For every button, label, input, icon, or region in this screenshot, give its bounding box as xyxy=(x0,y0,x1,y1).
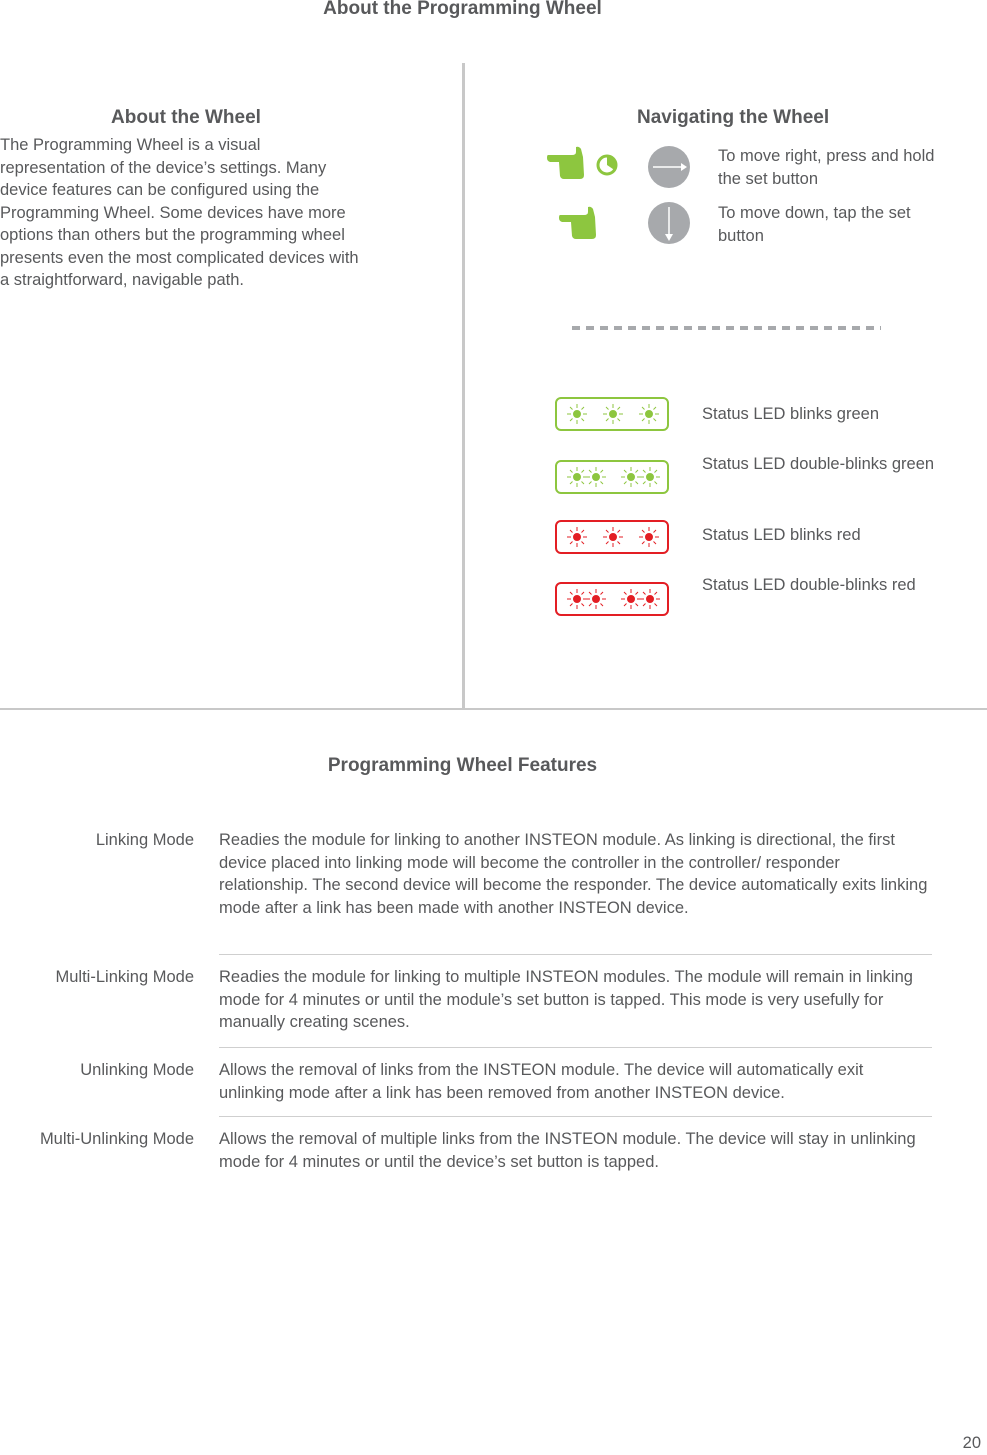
feature-label: Multi-Unlinking Mode xyxy=(39,1130,194,1148)
arrow-right-icon xyxy=(647,145,691,194)
hold-timer-icon xyxy=(595,153,619,182)
feature-label: Linking Mode xyxy=(95,831,194,849)
feature-description: Allows the removal of links from the INSTEON module. The device will automatically exit unlinking mode after a link has been removed from another INSTEON device. xyxy=(219,1061,864,1102)
dashed-separator xyxy=(571,318,883,336)
vertical-divider xyxy=(462,63,465,708)
feature-row-divider xyxy=(219,1047,932,1048)
led-double-blinks-green-label: Status LED double-blinks green xyxy=(702,455,935,473)
feature-row-divider xyxy=(219,954,932,955)
hand-pointer-hold-icon xyxy=(546,145,594,186)
nav-item-down-text: To move down, tap the set button xyxy=(718,204,911,245)
features-heading: Programming Wheel Features xyxy=(327,755,598,776)
page-number: 20 xyxy=(962,1434,981,1452)
led-double-blinks-red-label: Status LED double-blinks red xyxy=(702,576,916,594)
feature-label: Unlinking Mode xyxy=(80,1061,194,1079)
horizontal-divider xyxy=(0,708,987,710)
feature-description: Allows the removal of multiple links from the INSTEON module. The device will stay in unlinking mode for 4 minutes or until the device’s set button is tapped. xyxy=(219,1130,916,1171)
feature-label: Multi-Linking Mode xyxy=(55,968,194,986)
led-blinks-red-icon xyxy=(555,520,669,554)
about-body: The Programming Wheel is a visual representation of the device’s settings. Many device features can be configured using the Programming Wheel. Some devices have more options than others but the programming wheel presents even the most complicated devices with a straightforward, navigable path. xyxy=(0,136,359,289)
led-double-blinks-green-icon xyxy=(555,460,669,494)
about-heading: About the Wheel xyxy=(111,107,261,128)
feature-row-divider xyxy=(219,1116,932,1117)
page-title: About the Programming Wheel xyxy=(323,0,602,19)
nav-item-right-text: To move right, press and hold the set button xyxy=(718,147,935,188)
navigating-heading: Navigating the Wheel xyxy=(637,107,830,128)
led-double-blinks-red-icon xyxy=(555,582,669,616)
hand-pointer-icon xyxy=(558,205,598,246)
led-blinks-green-icon xyxy=(555,397,669,431)
feature-description: Readies the module for linking to another INSTEON module. As linking is directional, the first device placed into linking mode will become the controller in the controller/ responder relationship. The second device will become the responder. The device automatically exits linking mode after a link has been made with another INSTEON device. xyxy=(219,831,928,917)
feature-description: Readies the module for linking to multiple INSTEON modules. The module will remain in linking mode for 4 minutes or until the module’s set button is tapped. This mode is very usefully for manually creating scenes. xyxy=(219,968,913,1031)
led-blinks-green-label: Status LED blinks green xyxy=(702,405,880,423)
arrow-down-icon xyxy=(647,201,691,250)
led-blinks-red-label: Status LED blinks red xyxy=(702,526,861,544)
